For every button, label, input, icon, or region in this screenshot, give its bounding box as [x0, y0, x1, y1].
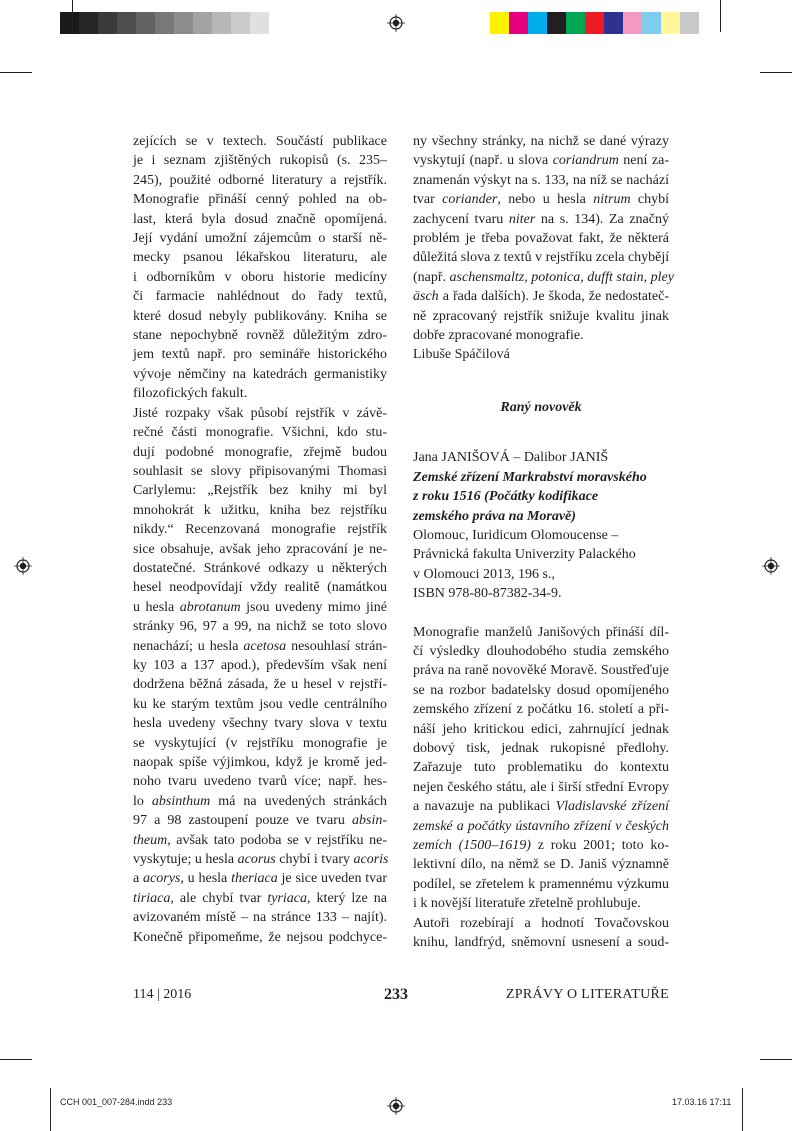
- crop-mark: [760, 1059, 792, 1060]
- text-line: Konečně připomeňme, že nejsou podchyce-: [133, 929, 387, 945]
- text-line: podílel, se zřetelem k pramennému výzkumu: [413, 876, 669, 892]
- text-line: které dosud nebyly publikovány. Kniha se: [133, 308, 387, 324]
- text-line: zemského práva na Moravě): [413, 508, 576, 524]
- text-line: či farmacie nahlédnout do řady textů,: [133, 289, 387, 305]
- section-heading: Raný novověk: [500, 399, 582, 415]
- text-line: důležitá slova z textů v rejstříku zcela chybějí: [413, 250, 670, 266]
- text-line: se na rozbor badatelsky dosud opomíjeného: [413, 682, 669, 698]
- text-line: knihu, landfrýd, sněmovní usnesení a soud-: [413, 935, 669, 951]
- text-line: ně zpracovaný rejstřík snižuje kvalitu jinak: [413, 308, 669, 324]
- text-line: vývoje němčiny na katedrách germanistiky: [133, 366, 387, 382]
- text-line: práva na raně novověké Moravě. Soustřeďuje: [413, 663, 669, 679]
- text-line: lektivní dílo, na němž se D. Janiš významně: [413, 857, 669, 873]
- text-line: a acorys, u hesla theriaca je sice uveden tvar: [133, 871, 388, 887]
- color-swatch: [680, 12, 699, 34]
- text-line: z roku 1516 (Počátky kodifikace: [413, 489, 599, 505]
- text-line: filozofických fakult.: [133, 386, 248, 402]
- text-line: avizovaném místě – na stránce 133 – najít).: [133, 910, 387, 926]
- left-text-column: [133, 132, 387, 947]
- text-line: tiriaca, ale chybí tvar tyriaca, který lze na: [133, 890, 388, 906]
- gray-swatch: [136, 12, 155, 34]
- text-line: lo absinthum má na uvedených stránkách: [133, 793, 387, 809]
- gray-swatch: [79, 12, 98, 34]
- gray-swatch: [60, 12, 79, 34]
- color-swatch: [585, 12, 604, 34]
- review-paragraph: [133, 404, 387, 947]
- text-line: u hesla abrotanum jsou uvedeny mimo jiné: [133, 599, 387, 615]
- crop-mark: [0, 1059, 32, 1060]
- text-line: dodržena běžná zásada, že u hesel v rejstří-: [133, 677, 387, 693]
- crop-mark: [72, 0, 73, 32]
- text-line: ISBN 978-80-87382-34-9.: [413, 586, 562, 602]
- slug-filename: CCH 001_007-284.indd 233: [60, 1097, 173, 1107]
- text-line: mnohokrát k užitku, kniha bez rejstříku: [133, 502, 387, 518]
- crop-mark: [720, 0, 721, 32]
- gray-swatch: [155, 12, 174, 34]
- text-line: vyskytují (např. u slova coriandrum není za-: [413, 153, 669, 169]
- gray-swatch: [117, 12, 136, 34]
- registration-mark-left: [14, 557, 32, 575]
- gray-swatch: [231, 12, 250, 34]
- review-paragraph: [413, 132, 674, 345]
- text-line: Carlylemu: „Rejstřík bez knihy mi byl: [133, 483, 387, 499]
- text-line: ky 103 a 137 apod.), především však není: [133, 657, 387, 673]
- text-line: naopak spíše výjimkou, když je kromě jed-: [133, 755, 387, 770]
- text-line: theum, avšak tato podoba se v rejstříku ne-: [133, 832, 387, 848]
- text-line: zemské a počátky ústavního zřízení v českých: [413, 818, 669, 834]
- text-line: zachycení tvaru niter na s. 134). Za značný: [413, 211, 669, 227]
- gray-swatch: [212, 12, 231, 34]
- book-authors: Jana JANIŠOVÁ – Dalibor JANIŠ: [413, 450, 609, 466]
- text-line: stránky 96, 97 a 99, na nichž se toto slovo: [133, 619, 387, 635]
- text-line: zemích (1500–1619) z roku 2001; toto ko-: [413, 838, 669, 853]
- text-line: a navazuje na publikaci Vladislavské zřízení: [413, 799, 669, 815]
- issue-number: 114 | 2016: [133, 987, 192, 1002]
- color-swatch: [566, 12, 585, 34]
- text-line: Monografie manželů Janišových přináší díl-: [413, 624, 669, 640]
- text-line: je i seznam zjištěných rukopisů (s. 235–: [133, 153, 387, 169]
- text-line: Jisté rozpaky však působí rejstřík v závě-: [133, 405, 387, 421]
- crop-mark: [742, 1088, 743, 1131]
- registration-mark-right: [762, 557, 780, 575]
- color-swatch: [661, 12, 680, 34]
- slug-timestamp: 17.03.16 17:11: [672, 1097, 732, 1107]
- text-line: 97 a 98 zastoupení pouze ve tvaru absin-: [133, 813, 387, 829]
- text-line: Olomouc, Iuridicum Olomoucense –: [413, 527, 619, 543]
- text-line: Zemské zřízení Markrabství moravského: [413, 469, 647, 485]
- text-line: i k novější literatuře zřetelně prohlubuje.: [413, 896, 641, 912]
- text-line: rečné části monografie. Všichni, kdo stu-: [133, 425, 387, 441]
- registration-mark-bottom: [387, 1097, 405, 1115]
- gray-swatch: [193, 12, 212, 34]
- text-line: dují podobné monografie, zřejmě budou: [133, 444, 387, 460]
- text-line: 245), použité odborné literatury a rejstřík.: [133, 172, 387, 188]
- text-line: mecky psanou lékařskou literaturu, ale: [133, 250, 387, 266]
- text-line: nenachází; u hesla acetosa nesouhlasí strán-: [133, 638, 387, 654]
- right-text-column: [413, 132, 674, 952]
- text-line: vyskytuje; u hesla acorus chybí i tvary acoris: [133, 852, 389, 868]
- text-line: Zařazuje tuto problematiku do kontextu: [413, 760, 669, 776]
- gray-swatch: [174, 12, 193, 34]
- text-line: souhlasit se slovy připisovanými Thomasi: [133, 463, 387, 479]
- book-imprint: [413, 526, 669, 604]
- text-line: znamenán výskyt na s. 133, na níž se nachází: [413, 172, 669, 188]
- text-line: zejících se v textech. Součástí publikace: [133, 134, 387, 149]
- text-line: noho tvaru uvedeno tvarů více; např. hes-: [133, 774, 387, 790]
- text-line: čí výsledky dlouhodobého studia zemského: [413, 643, 669, 659]
- color-swatch: [642, 12, 661, 34]
- grayscale-color-bar: [60, 12, 269, 34]
- text-line: zemského zřízení z počátku 16. století a při-: [413, 702, 669, 718]
- text-line: problém je třeba považovat fakt, že některá: [413, 231, 669, 247]
- text-line: stane nepochybně rovněž důležitým zdro-: [133, 328, 387, 344]
- text-line: hesel neodpovídají vždy realitě (namátkou: [133, 580, 387, 596]
- gray-swatch: [98, 12, 117, 34]
- color-swatch: [490, 12, 509, 34]
- text-line: hesla uvedeny všechny tvary slova v textu: [133, 716, 387, 732]
- text-line: nejen českého státu, ale i širší střední Evropy: [413, 779, 669, 795]
- text-line: v Olomouci 2013, 196 s.,: [413, 566, 555, 582]
- registration-mark-top: [387, 14, 405, 32]
- review-paragraph: [413, 623, 669, 953]
- color-swatch: [509, 12, 528, 34]
- crop-mark: [760, 72, 792, 73]
- color-swatch: [604, 12, 623, 34]
- color-swatch: [547, 12, 566, 34]
- text-line: äsch a řada dalších). Je škoda, že nedostateč-: [413, 289, 669, 305]
- color-swatch: [623, 12, 642, 34]
- text-line: (např. aschensmaltz, potonica, dufft stain, pley: [413, 269, 674, 285]
- text-line: jem textů např. pro semináře historického: [133, 347, 387, 363]
- color-swatch: [528, 12, 547, 34]
- book-title: [413, 468, 669, 526]
- text-line: last, která byla dosud značně opomíjená.: [133, 211, 387, 227]
- text-line: i odborníkům v oboru historie medicíny: [133, 269, 387, 285]
- text-line: tvar coriander, nebo u hesla nitrum chybí: [413, 192, 670, 208]
- crop-mark: [50, 1088, 51, 1131]
- text-line: náší jeho kritickou edici, zahrnující jednak: [413, 721, 669, 737]
- text-line: dostatečné. Stránkové odkazy u některých: [133, 560, 387, 576]
- text-line: dobový tisk, jednak rukopisné předlohy.: [413, 740, 669, 756]
- text-line: se vyskytující (v rejstříku monografie je: [133, 735, 387, 751]
- text-line: Monografie přináší cenný pohled na ob-: [133, 192, 387, 208]
- text-line: dobře zpracované monografie.: [413, 328, 584, 344]
- text-line: Autoři rozebírají a hodnotí Tovačovskou: [413, 915, 669, 931]
- review-paragraph: [133, 132, 387, 404]
- gray-swatch: [250, 12, 269, 34]
- text-line: sice obsahuje, avšak jeho zpracování je ne-: [133, 541, 387, 557]
- text-line: ku ke starým textům jsou vedle centrálního: [133, 696, 387, 712]
- process-color-bar: [490, 12, 699, 34]
- text-line: Její vydání umožní zájemcům o starší ně-: [133, 231, 387, 247]
- text-line: Právnická fakulta Univerzity Palackého: [413, 547, 636, 563]
- page-number: 233: [384, 986, 408, 1003]
- journal-title: ZPRÁVY O LITERATUŘE: [505, 987, 669, 1002]
- text-line: nikdy.“ Recenzovaná monografie rejstřík: [133, 522, 387, 538]
- text-line: ny všechny stránky, na nichž se dané výrazy: [413, 134, 669, 149]
- crop-mark: [0, 72, 32, 73]
- reviewer-signature: Libuše Spáčilová: [413, 347, 510, 363]
